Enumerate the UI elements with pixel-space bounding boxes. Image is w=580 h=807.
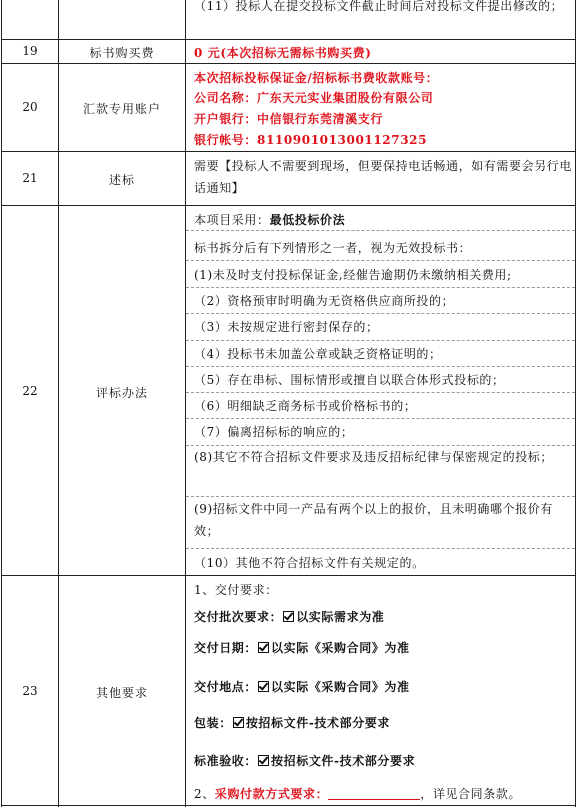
- checked-box-icon: [233, 717, 244, 728]
- condition-item: (8)其它不符合招标文件要求及违反招标纪律与保密规定的投标；: [194, 450, 554, 464]
- acceptance: [194, 752, 415, 769]
- inner-divider: [186, 287, 575, 288]
- row-label: 述标: [108, 173, 135, 187]
- row-label: 标书购买费: [89, 46, 155, 60]
- req-key: 标准验收：: [194, 754, 258, 768]
- packaging: [194, 714, 390, 731]
- req-value: 按招标文件-技术部分要求: [271, 754, 416, 768]
- payment-blank: [328, 787, 420, 800]
- delivery-place: [194, 678, 410, 695]
- payment-key: 采购付款方式要求：: [214, 787, 329, 801]
- payment-requirement: [194, 785, 521, 802]
- account-title: 本次招标投标保证金/招标标书费收款账号：: [194, 71, 439, 85]
- condition-item: （7）偏离招标标的响应的；: [194, 425, 354, 439]
- condition-item: (1)未及时支付投标保证金,经催告逾期仍未缴纳相关费用;: [194, 268, 512, 282]
- req-value: 按招标文件-技术部分要求: [245, 716, 390, 730]
- condition-item: (9)招标文件中同一产品有两个以上的报价，且未明确哪个报价有效；: [194, 502, 554, 538]
- inner-divider: [186, 418, 575, 419]
- row-number: 21: [22, 171, 38, 185]
- row-number: 20: [22, 100, 38, 114]
- tender-fee-value: 0 元(本次招标无需标书购买费): [194, 46, 372, 60]
- table-divider-1: [58, 0, 59, 807]
- row-number: 19: [22, 44, 38, 58]
- inner-divider: [186, 366, 575, 367]
- table-divider-2: [185, 0, 186, 807]
- req-value: 以实际需求为准: [296, 610, 385, 624]
- row-divider: [1, 205, 576, 206]
- inner-divider: [186, 313, 575, 314]
- inner-divider: [186, 496, 575, 497]
- row-divider: [1, 575, 576, 576]
- inner-divider: [186, 260, 575, 261]
- condition-item-11: （11）投标人在提交投标文件截止时间后对投标文件提出修改的；: [194, 0, 564, 13]
- presentation-text: 需要【投标人不需要到现场，但要保持电话畅通，如有需要会另行电话通知】: [194, 159, 573, 195]
- req-key: 包装：: [194, 716, 232, 730]
- req-value: 以实际《采购合同》为准: [271, 641, 410, 655]
- condition-item: （6）明细缺乏商务标书或价格标书的；: [194, 399, 417, 413]
- row-label: 其他要求: [95, 686, 148, 700]
- checked-box-icon: [258, 642, 269, 653]
- evaluation-method: [194, 211, 345, 228]
- method-name: 最低投标价法: [269, 213, 346, 227]
- condition-item: （4）投标书未加盖公章或缺乏资格证明的；: [194, 347, 442, 361]
- condition-item: （5）存在串标、围标情形或擅自以联合体形式投标的；: [194, 373, 505, 387]
- condition-item: （3）未按规定进行密封保存的；: [194, 320, 379, 334]
- account-bank: 开户银行：中信银行东莞清溪支行: [194, 112, 384, 126]
- row-divider: [1, 151, 576, 152]
- delivery-title: 1、交付要求：: [194, 583, 278, 597]
- row-label: 评标办法: [95, 386, 148, 400]
- checked-box-icon: [258, 755, 269, 766]
- account-company: 公司名称：广东天元实业集团股份有限公司: [194, 91, 434, 105]
- invalid-intro: 标书拆分后有下列情形之一者，视为无效投标书：: [194, 241, 472, 255]
- delivery-date: [194, 639, 410, 656]
- condition-item: （2）资格预审时明确为无资格供应商所投的；: [194, 294, 455, 308]
- inner-divider: [186, 340, 575, 341]
- inner-divider: [186, 392, 575, 393]
- account-number: 银行帐号：8110901013001127325: [194, 133, 428, 147]
- req-key: 交付日期：: [194, 641, 258, 655]
- row-number: 22: [22, 384, 38, 398]
- condition-item: （10）其他不符合招标文件有关规定的。: [194, 556, 425, 570]
- row-number: 23: [22, 684, 38, 698]
- payment-prefix: 2、: [194, 787, 215, 801]
- checked-box-icon: [283, 611, 294, 622]
- delivery-batch: [194, 608, 384, 625]
- row-label: 汇款专用账户: [82, 102, 161, 116]
- table-border-right: [575, 0, 576, 807]
- req-key: 交付批次要求：: [194, 610, 283, 624]
- method-prefix: 本项目采用：: [194, 213, 270, 227]
- checked-box-icon: [258, 681, 269, 692]
- req-key: 交付地点：: [194, 680, 258, 694]
- req-value: 以实际《采购合同》为准: [271, 680, 410, 694]
- inner-divider: [186, 230, 575, 231]
- payment-suffix: ，详见合同条款。: [420, 787, 522, 801]
- inner-divider: [186, 548, 575, 549]
- row-divider: [1, 805, 576, 806]
- row-divider: [1, 63, 576, 64]
- row-divider: [1, 39, 576, 40]
